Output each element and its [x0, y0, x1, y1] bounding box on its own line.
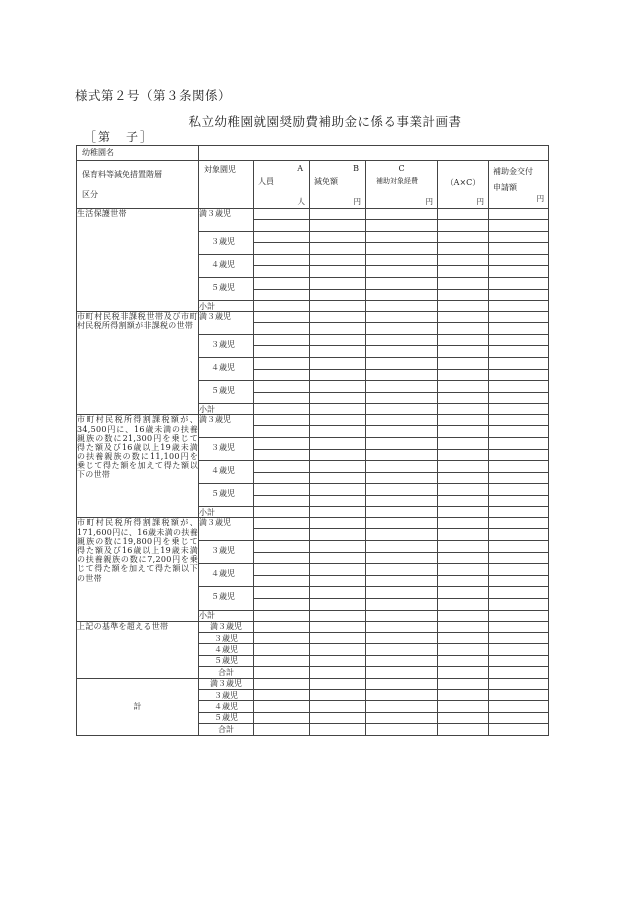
data-cell[interactable] [310, 667, 366, 678]
category-header-line2: 区分 [82, 190, 98, 199]
data-cell[interactable] [254, 243, 310, 255]
data-cell[interactable] [366, 266, 438, 278]
data-cell[interactable] [366, 277, 438, 289]
age-full3-label: 満３歳児 [199, 312, 254, 335]
data-cell[interactable] [254, 312, 310, 323]
kindergarten-name-label: 幼稚園名 [77, 146, 199, 161]
data-cell[interactable] [438, 575, 489, 587]
age-age5-label: ５歳児 [199, 712, 254, 723]
data-cell[interactable] [254, 678, 310, 689]
age-full3-label: 満３歳児 [199, 518, 254, 541]
data-cell[interactable] [438, 495, 489, 507]
data-cell[interactable] [254, 437, 310, 449]
data-cell[interactable] [254, 357, 310, 369]
grand-total-label: 計 [77, 678, 199, 735]
data-cell[interactable] [254, 599, 310, 611]
data-cell[interactable] [254, 289, 310, 301]
data-cell[interactable] [438, 209, 489, 220]
data-cell[interactable] [438, 254, 489, 266]
data-cell[interactable] [254, 277, 310, 289]
age-age4-label: ４歳児 [199, 564, 254, 587]
category-5-label: 上記の基準を超える世帯 [77, 621, 199, 678]
data-cell[interactable] [310, 678, 366, 689]
data-cell[interactable] [254, 266, 310, 278]
data-cell[interactable] [366, 289, 438, 301]
data-cell[interactable] [438, 552, 489, 564]
data-cell[interactable] [254, 667, 310, 678]
data-cell[interactable] [366, 312, 438, 323]
data-cell[interactable] [489, 655, 549, 666]
data-cell[interactable] [438, 404, 489, 415]
age-age3-label: ３歳児 [199, 437, 254, 460]
subtotal-label: 小計 [199, 404, 254, 415]
data-cell[interactable] [254, 461, 310, 473]
data-cell[interactable] [254, 575, 310, 587]
data-cell[interactable] [310, 266, 366, 278]
data-cell[interactable] [489, 369, 549, 381]
data-cell[interactable] [438, 689, 489, 700]
subtotal-label: 小計 [199, 301, 254, 312]
data-cell[interactable] [310, 426, 366, 438]
data-cell[interactable] [366, 552, 438, 564]
data-cell[interactable] [254, 712, 310, 723]
business-plan-table [76, 145, 549, 736]
data-cell[interactable] [489, 712, 549, 723]
data-cell[interactable] [366, 599, 438, 611]
data-cell[interactable] [489, 301, 549, 312]
data-cell[interactable] [438, 529, 489, 541]
data-cell[interactable] [366, 334, 438, 346]
data-cell[interactable] [366, 231, 438, 243]
data-cell[interactable] [310, 610, 366, 621]
data-cell[interactable] [310, 599, 366, 611]
data-cell[interactable] [310, 357, 366, 369]
data-cell[interactable] [310, 541, 366, 553]
data-cell[interactable] [489, 575, 549, 587]
data-cell[interactable] [366, 541, 438, 553]
data-cell[interactable] [438, 484, 489, 496]
data-cell[interactable] [489, 415, 549, 426]
data-cell[interactable] [489, 289, 549, 301]
data-cell[interactable] [366, 301, 438, 312]
col-axc-header [438, 161, 489, 209]
subsidy-label-line2: 申請額 [493, 183, 517, 192]
data-cell[interactable] [438, 655, 489, 666]
data-cell[interactable] [489, 254, 549, 266]
data-cell[interactable] [366, 701, 438, 712]
data-cell[interactable] [366, 323, 438, 335]
data-cell[interactable] [489, 644, 549, 655]
data-cell[interactable] [438, 312, 489, 323]
data-cell[interactable] [438, 357, 489, 369]
data-cell[interactable] [310, 243, 366, 255]
data-cell[interactable] [254, 529, 310, 541]
data-cell[interactable] [438, 392, 489, 404]
data-cell[interactable] [310, 472, 366, 484]
col-c-header [366, 161, 438, 209]
data-cell[interactable] [489, 633, 549, 644]
data-cell[interactable] [489, 461, 549, 473]
target-children-header: 対象園児 [199, 161, 254, 209]
data-cell[interactable] [366, 507, 438, 518]
data-cell[interactable] [489, 689, 549, 700]
data-cell[interactable] [254, 621, 310, 632]
data-cell[interactable] [310, 220, 366, 232]
total-label: 合計 [199, 724, 254, 735]
data-cell[interactable] [438, 678, 489, 689]
data-cell[interactable] [310, 644, 366, 655]
data-cell[interactable] [310, 254, 366, 266]
data-cell[interactable] [310, 712, 366, 723]
data-cell[interactable] [310, 701, 366, 712]
data-cell[interactable] [366, 449, 438, 461]
data-cell[interactable] [310, 621, 366, 632]
data-cell[interactable] [489, 381, 549, 393]
age-age3-label: ３歳児 [199, 334, 254, 357]
data-cell[interactable] [366, 220, 438, 232]
category-header-line1: 保育料等減免措置階層 [82, 170, 162, 179]
data-cell[interactable] [310, 209, 366, 220]
data-cell[interactable] [438, 644, 489, 655]
data-cell[interactable] [438, 426, 489, 438]
age-age4-label: ４歳児 [199, 701, 254, 712]
data-cell[interactable] [438, 712, 489, 723]
data-cell[interactable] [310, 346, 366, 358]
age-age5-label: ５歳児 [199, 381, 254, 404]
data-cell[interactable] [366, 655, 438, 666]
data-cell[interactable] [366, 564, 438, 576]
data-cell[interactable] [489, 220, 549, 232]
data-cell[interactable] [438, 633, 489, 644]
data-cell[interactable] [310, 334, 366, 346]
data-cell[interactable] [489, 541, 549, 553]
data-cell[interactable] [310, 495, 366, 507]
data-cell[interactable] [438, 437, 489, 449]
data-cell[interactable] [366, 437, 438, 449]
data-cell[interactable] [254, 346, 310, 358]
data-cell[interactable] [366, 587, 438, 599]
data-cell[interactable] [489, 404, 549, 415]
data-cell[interactable] [366, 426, 438, 438]
data-cell[interactable] [254, 484, 310, 496]
data-cell[interactable] [489, 277, 549, 289]
data-cell[interactable] [489, 552, 549, 564]
data-cell[interactable] [489, 529, 549, 541]
subtotal-label: 小計 [199, 610, 254, 621]
data-cell[interactable] [438, 289, 489, 301]
col-b-header [310, 161, 366, 209]
data-cell[interactable] [438, 599, 489, 611]
col-axc-label: （A×C） [445, 178, 481, 187]
data-cell[interactable] [366, 610, 438, 621]
data-cell[interactable] [310, 575, 366, 587]
data-cell[interactable] [438, 621, 489, 632]
col-a-letter: A [297, 164, 303, 173]
data-cell[interactable] [254, 254, 310, 266]
col-a-unit: 人 [297, 197, 305, 207]
age-full3-label: 満３歳児 [199, 678, 254, 689]
data-cell[interactable] [489, 449, 549, 461]
data-cell[interactable] [254, 426, 310, 438]
data-cell[interactable] [366, 415, 438, 426]
data-cell[interactable] [366, 724, 438, 735]
age-age4-label: ４歳児 [199, 357, 254, 380]
data-cell[interactable] [489, 426, 549, 438]
age-age4-label: ４歳児 [199, 254, 254, 277]
data-cell[interactable] [438, 381, 489, 393]
data-cell[interactable] [254, 209, 310, 220]
data-cell[interactable] [366, 392, 438, 404]
data-cell[interactable] [366, 518, 438, 529]
data-cell[interactable] [438, 277, 489, 289]
data-cell[interactable] [310, 381, 366, 393]
data-cell[interactable] [254, 369, 310, 381]
data-cell[interactable] [489, 667, 549, 678]
data-cell[interactable] [310, 404, 366, 415]
data-cell[interactable] [489, 621, 549, 632]
age-full3-label: 満３歳児 [199, 209, 254, 232]
data-cell[interactable] [310, 369, 366, 381]
data-cell[interactable] [438, 667, 489, 678]
document-title: 私立幼稚園就園奨励費補助金に係る事業計画書 [188, 114, 462, 129]
data-cell[interactable] [366, 712, 438, 723]
data-cell[interactable] [310, 231, 366, 243]
data-cell[interactable] [438, 518, 489, 529]
data-cell[interactable] [489, 323, 549, 335]
data-cell[interactable] [366, 495, 438, 507]
col-c-label: 補助対象経費 [376, 177, 418, 186]
data-cell[interactable] [254, 564, 310, 576]
data-cell[interactable] [489, 518, 549, 529]
data-cell[interactable] [438, 472, 489, 484]
data-cell[interactable] [489, 357, 549, 369]
age-age3-label: ３歳児 [199, 689, 254, 700]
data-cell[interactable] [310, 323, 366, 335]
data-cell[interactable] [254, 587, 310, 599]
data-cell[interactable] [438, 334, 489, 346]
col-a-label: 人員 [258, 177, 274, 187]
data-cell[interactable] [489, 599, 549, 611]
data-cell[interactable] [254, 392, 310, 404]
data-cell[interactable] [438, 369, 489, 381]
data-cell[interactable] [310, 415, 366, 426]
category-2-label: 市町村民税非課税世帯及び市町村民税所得割額が非課税の世帯 [77, 312, 199, 415]
category-header [77, 161, 199, 209]
subsidy-label-line1: 補助金交付 [493, 167, 533, 176]
data-cell[interactable] [310, 289, 366, 301]
data-cell[interactable] [310, 552, 366, 564]
data-cell[interactable] [489, 484, 549, 496]
data-cell[interactable] [310, 587, 366, 599]
category-4-label: 市町村民税所得割課税額が、171,600円に、16歳未満の扶養親族の数に19,800円を乗じて得た額及び16歳以上19歳未満の扶養親族の数に7,200円を乗じて得た額を加えて得た額以下の世帯 [77, 518, 199, 621]
data-cell[interactable] [310, 449, 366, 461]
data-cell[interactable] [310, 461, 366, 473]
data-cell[interactable] [366, 472, 438, 484]
data-cell[interactable] [438, 587, 489, 599]
data-cell[interactable] [489, 587, 549, 599]
age-age4-label: ４歳児 [199, 644, 254, 655]
data-cell[interactable] [254, 610, 310, 621]
data-cell[interactable] [254, 323, 310, 335]
data-cell[interactable] [489, 472, 549, 484]
data-cell[interactable] [489, 266, 549, 278]
data-cell[interactable] [310, 724, 366, 735]
data-cell[interactable] [310, 529, 366, 541]
data-cell[interactable] [489, 437, 549, 449]
data-cell[interactable] [438, 266, 489, 278]
data-cell[interactable] [438, 220, 489, 232]
col-b-label: 減免額 [314, 177, 338, 187]
age-age4-label: ４歳児 [199, 461, 254, 484]
data-cell[interactable] [489, 231, 549, 243]
age-age5-label: ５歳児 [199, 277, 254, 300]
data-cell[interactable] [254, 644, 310, 655]
data-cell[interactable] [254, 541, 310, 553]
age-age3-label: ３歳児 [199, 633, 254, 644]
age-full3-label: 満３歳児 [199, 415, 254, 438]
data-cell[interactable] [438, 724, 489, 735]
data-cell[interactable] [366, 369, 438, 381]
col-axc-unit: 円 [476, 197, 484, 207]
data-cell[interactable] [310, 655, 366, 666]
data-cell[interactable] [366, 575, 438, 587]
data-cell[interactable] [366, 346, 438, 358]
data-cell[interactable] [366, 254, 438, 266]
data-cell[interactable] [254, 472, 310, 484]
data-cell[interactable] [489, 678, 549, 689]
category-1-label: 生活保護世帯 [77, 209, 199, 312]
data-cell[interactable] [489, 610, 549, 621]
data-cell[interactable] [489, 564, 549, 576]
data-cell[interactable] [438, 231, 489, 243]
age-age3-label: ３歳児 [199, 231, 254, 254]
data-cell[interactable] [438, 323, 489, 335]
data-cell[interactable] [438, 243, 489, 255]
age-full3-label: 満３歳児 [199, 621, 254, 632]
data-cell[interactable] [489, 507, 549, 518]
data-cell[interactable] [310, 518, 366, 529]
data-cell[interactable] [254, 507, 310, 518]
data-cell[interactable] [489, 495, 549, 507]
data-cell[interactable] [254, 449, 310, 461]
data-cell[interactable] [438, 449, 489, 461]
data-cell[interactable] [438, 346, 489, 358]
data-cell[interactable] [366, 243, 438, 255]
col-c-letter: C [398, 164, 405, 173]
subsidy-header [489, 161, 549, 209]
data-cell[interactable] [489, 724, 549, 735]
age-age5-label: ５歳児 [199, 484, 254, 507]
data-cell[interactable] [254, 552, 310, 564]
data-cell[interactable] [438, 541, 489, 553]
data-cell[interactable] [310, 689, 366, 700]
col-b-unit: 円 [353, 197, 361, 207]
subtotal-label: 小計 [199, 507, 254, 518]
data-cell[interactable] [489, 701, 549, 712]
data-cell[interactable] [310, 301, 366, 312]
data-cell[interactable] [366, 381, 438, 393]
data-cell[interactable] [438, 701, 489, 712]
data-cell[interactable] [310, 392, 366, 404]
data-cell[interactable] [438, 415, 489, 426]
subsidy-unit: 円 [536, 194, 545, 203]
data-cell[interactable] [489, 312, 549, 323]
col-a-header [254, 161, 310, 209]
data-cell[interactable] [366, 644, 438, 655]
data-cell[interactable] [438, 507, 489, 518]
data-cell[interactable] [254, 701, 310, 712]
total-label: 合計 [199, 667, 254, 678]
data-cell[interactable] [489, 209, 549, 220]
data-cell[interactable] [254, 220, 310, 232]
data-cell[interactable] [489, 346, 549, 358]
child-order-label: ［第 子］ [84, 130, 155, 144]
data-cell[interactable] [366, 667, 438, 678]
data-cell[interactable] [310, 277, 366, 289]
category-3-label: 市町村民税所得割課税額が、34,500円に、16歳未満の扶養親族の数に21,300円を乗じて得た額及び16歳以上19歳未満の扶養親族の数に11,100円を乗じて得た額を加えて得た額以下の世帯 [77, 415, 199, 518]
col-c-unit: 円 [425, 197, 433, 207]
data-cell[interactable] [310, 484, 366, 496]
data-cell[interactable] [489, 243, 549, 255]
data-cell[interactable] [254, 724, 310, 735]
age-age3-label: ３歳児 [199, 541, 254, 564]
data-cell[interactable] [310, 633, 366, 644]
data-cell[interactable] [438, 301, 489, 312]
data-cell[interactable] [438, 610, 489, 621]
data-cell[interactable] [489, 392, 549, 404]
data-cell[interactable] [254, 415, 310, 426]
data-cell[interactable] [366, 689, 438, 700]
data-cell[interactable] [254, 495, 310, 507]
data-cell[interactable] [366, 621, 438, 632]
data-cell[interactable] [310, 564, 366, 576]
form-number: 様式第２号（第３条関係） [75, 88, 232, 103]
data-cell[interactable] [254, 655, 310, 666]
data-cell[interactable] [254, 334, 310, 346]
data-cell[interactable] [310, 507, 366, 518]
data-cell[interactable] [366, 529, 438, 541]
data-cell[interactable] [254, 689, 310, 700]
data-cell[interactable] [489, 334, 549, 346]
data-cell[interactable] [366, 357, 438, 369]
data-cell[interactable] [366, 461, 438, 473]
data-cell[interactable] [254, 231, 310, 243]
age-age5-label: ５歳児 [199, 655, 254, 666]
data-cell[interactable] [366, 209, 438, 220]
data-cell[interactable] [366, 678, 438, 689]
data-cell[interactable] [438, 564, 489, 576]
data-cell[interactable] [254, 518, 310, 529]
data-cell[interactable] [366, 633, 438, 644]
data-cell[interactable] [366, 404, 438, 415]
kindergarten-name-field[interactable] [199, 146, 549, 161]
col-b-letter: B [353, 164, 359, 173]
data-cell[interactable] [254, 381, 310, 393]
data-cell[interactable] [310, 437, 366, 449]
data-cell[interactable] [366, 484, 438, 496]
data-cell[interactable] [254, 404, 310, 415]
data-cell[interactable] [310, 312, 366, 323]
data-cell[interactable] [254, 301, 310, 312]
data-cell[interactable] [254, 633, 310, 644]
age-age5-label: ５歳児 [199, 587, 254, 610]
data-cell[interactable] [438, 461, 489, 473]
